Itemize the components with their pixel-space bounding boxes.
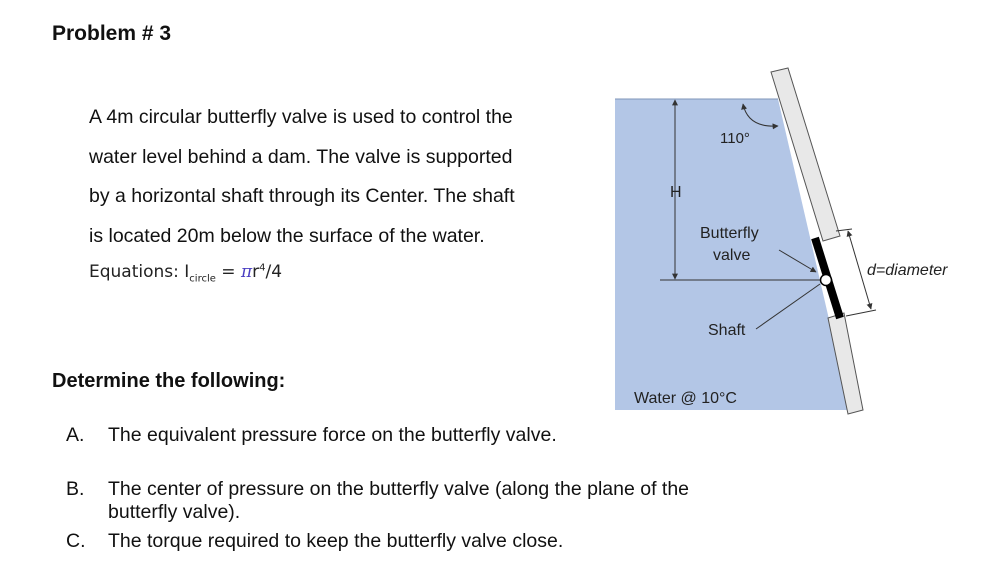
equation-equals: = [215,262,241,282]
equation-r: r [252,262,260,282]
question-text: The equivalent pressure force on the butterfly valve. [108,424,557,446]
equation-prefix: Equations: I [89,262,190,282]
determine-heading: Determine the following: [52,370,286,392]
shaft-pivot [821,275,832,286]
question-letter: A. [66,424,85,446]
diameter-label [867,262,948,279]
statement-line: A 4m circular butterfly valve is used to control the [89,106,513,128]
question-letter: B. [66,478,85,500]
shaft-label: Shaft [708,322,746,339]
angle-label: 110° [720,130,750,147]
diameter-ext-bottom [846,310,876,316]
statement-line: by a horizontal shaft through its Center. The shaft [89,185,515,207]
question-text: The center of pressure on the butterfly valve (along the plane of the butterfly valve). [108,478,690,523]
question-text: The torque required to keep the butterfly valve close. [108,530,564,552]
height-label: H [670,184,682,201]
problem-title: Problem # 3 [52,22,172,45]
valve-label-line2: valve [713,247,751,264]
equation-exponent: 4 [259,262,266,274]
equation-subscript: circle [189,273,216,285]
diameter-label-text: d=diameter [867,262,948,279]
water-label: Water @ 10°C [634,390,737,407]
equation-suffix: /4 [265,262,283,282]
equation-pi: π [240,262,253,282]
question-letter: C. [66,530,86,552]
valve-label-line1: Butterfly [700,225,759,242]
statement-line: water level behind a dam. The valve is supported [89,145,513,168]
statement-line: is located 20m below the surface of the water. [89,224,485,247]
